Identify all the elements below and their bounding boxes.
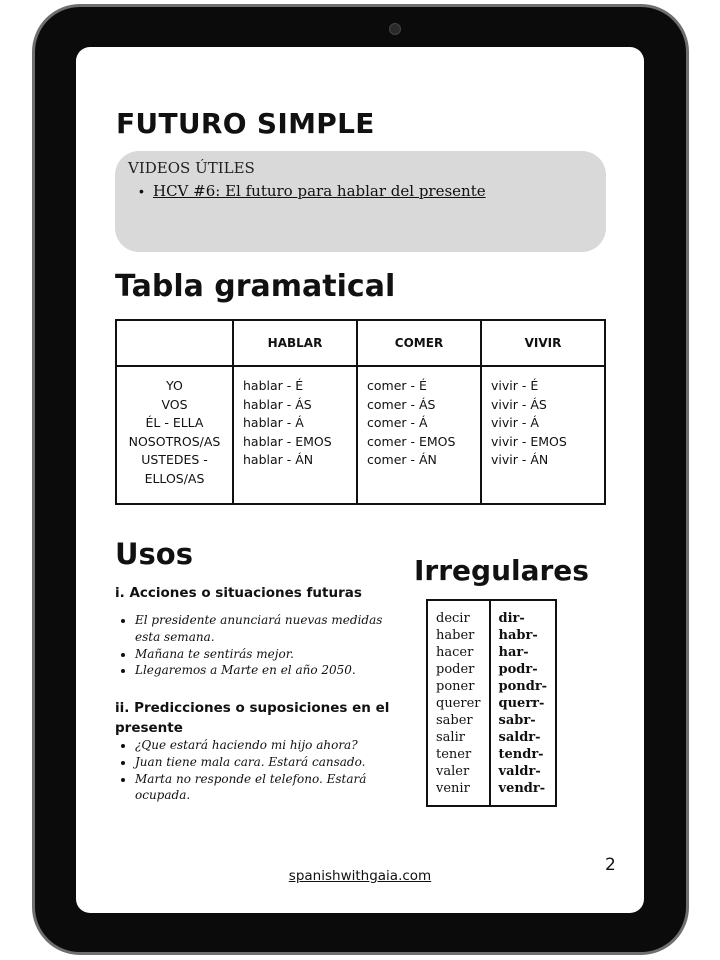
list-item: tener	[436, 747, 472, 762]
list-item: poner	[436, 679, 475, 694]
list-item: sabr-	[498, 713, 536, 728]
pronouns-cell	[116, 366, 233, 504]
list-item: querr-	[498, 696, 545, 711]
conjugation: comer - EMOS	[367, 433, 456, 449]
conjugation: hablar - É	[243, 378, 304, 393]
conjugation: vivir - ÁS	[491, 396, 547, 412]
list-item: pondr-	[498, 679, 548, 694]
irregulares-table	[426, 599, 557, 807]
conjugation: vivir - EMOS	[491, 433, 567, 449]
pronoun: USTEDES -	[141, 452, 208, 468]
video-link[interactable]: HCV #6: El futuro para hablar del presente	[153, 182, 486, 200]
conjugation: hablar - ÁN	[243, 452, 314, 468]
list-item: podr-	[498, 662, 538, 677]
table-header-empty	[116, 320, 233, 366]
page-title: FUTURO SIMPLE	[116, 107, 375, 140]
conjugation: comer - ÁN	[367, 452, 437, 468]
list-item: venir	[436, 781, 470, 796]
grammar-table	[115, 319, 606, 505]
conjugation: vivir - ÁN	[491, 452, 549, 468]
list-item: dir-	[498, 611, 525, 626]
grammar-table-title: Tabla gramatical	[115, 269, 396, 304]
list-item: vendr-	[498, 781, 546, 796]
list-item: hacer	[436, 645, 474, 660]
section-heading-predicciones: ii. Predicciones o suposiciones en el presente	[115, 700, 390, 736]
page-number: 2	[605, 855, 616, 875]
list-item: querer	[436, 696, 481, 711]
list-item: valer	[436, 764, 470, 779]
table-header-vivir: VIVIR	[481, 320, 605, 366]
infinitives-cell	[427, 600, 490, 806]
list-item: valdr-	[498, 764, 541, 779]
list-item: saldr-	[498, 730, 541, 745]
conjugation: hablar - ÁS	[243, 396, 312, 412]
hablar-cell	[233, 366, 357, 504]
list-item: haber	[436, 628, 475, 643]
vivir-cell	[481, 366, 605, 504]
list-item: tendr-	[498, 747, 544, 762]
usos-title: Usos	[115, 537, 193, 571]
list-item: har-	[498, 645, 529, 660]
conjugation: hablar - Á	[243, 415, 304, 431]
examples-list-futuras	[115, 612, 395, 679]
camera-dot	[389, 23, 401, 35]
section-heading-futuras: i. Acciones o situaciones futuras	[115, 585, 362, 601]
pronoun: YO	[166, 378, 183, 393]
list-item: habr-	[498, 628, 538, 643]
list-item: • Mañana te sentirás mejor.	[135, 646, 395, 663]
pronoun: ELLOS/AS	[144, 470, 205, 486]
list-item: saber	[436, 713, 473, 728]
stems-cell	[490, 600, 557, 806]
conjugation: comer - Á	[367, 415, 428, 431]
table-header-hablar: HABLAR	[233, 320, 357, 366]
bullet-icon: •	[139, 183, 144, 199]
list-item: decir	[436, 611, 470, 626]
table-header-comer: COMER	[357, 320, 481, 366]
videos-box	[115, 151, 606, 252]
list-item: • Llegaremos a Marte en el año 2050.	[135, 662, 395, 679]
pronoun: ÉL - ELLA	[145, 415, 204, 431]
list-item: • ¿Que estará haciendo mi hijo ahora?	[135, 737, 395, 754]
pronoun: VOS	[161, 396, 188, 412]
footer-link[interactable]: spanishwithgaia.com	[288, 868, 432, 884]
conjugation: vivir - É	[491, 378, 539, 393]
conjugation: hablar - EMOS	[243, 433, 332, 449]
videos-title: VIDEOS ÚTILES	[128, 159, 255, 177]
table-header-row	[116, 320, 605, 366]
list-item: • Marta no responde el telefono. Estará ocupada.	[135, 771, 395, 805]
list-item: salir	[436, 730, 465, 745]
conjugation: vivir - Á	[491, 415, 539, 431]
screen	[76, 47, 644, 913]
examples-list-predicciones	[115, 737, 395, 804]
pronoun: NOSOTROS/AS	[128, 433, 221, 449]
list-item: poder	[436, 662, 475, 677]
irregulares-title: Irregulares	[414, 554, 589, 587]
conjugation: comer - ÁS	[367, 396, 436, 412]
list-item: • Juan tiene mala cara. Estará cansado.	[135, 754, 395, 771]
conjugation: comer - É	[367, 378, 427, 393]
table-row	[116, 366, 605, 504]
list-item: • El presidente anunciará nuevas medidas esta semana.	[135, 612, 395, 646]
footer	[76, 868, 644, 884]
comer-cell	[357, 366, 481, 504]
